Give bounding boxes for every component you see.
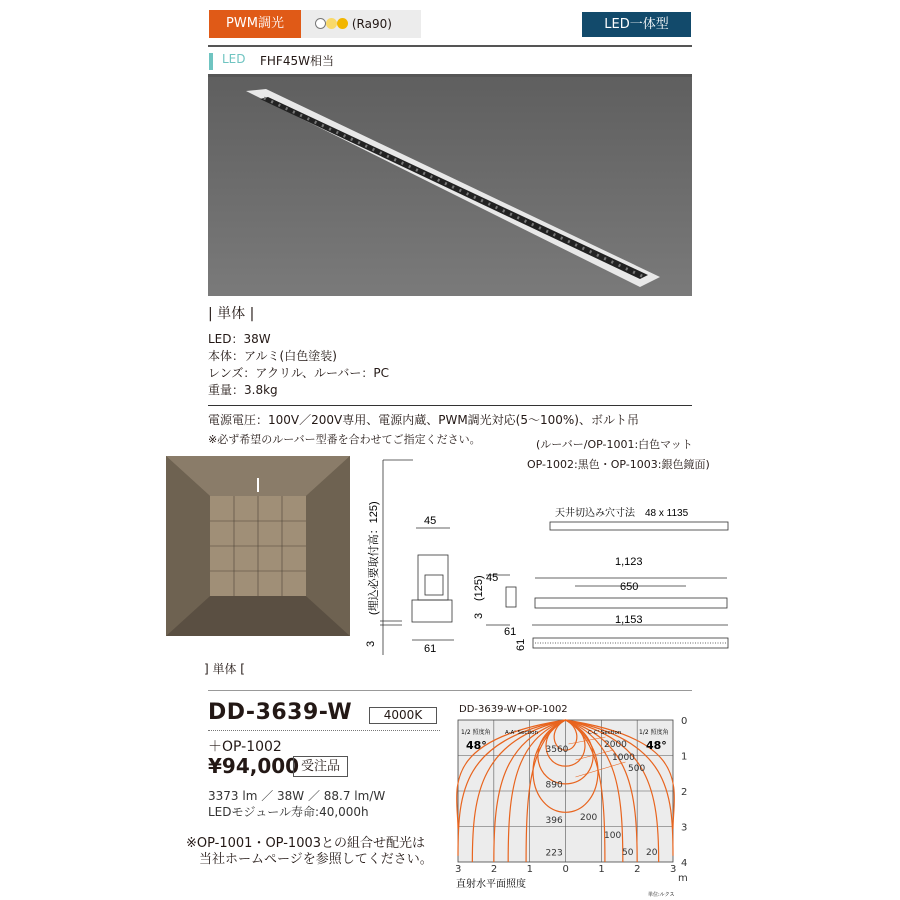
unit-tag: ] 単体 [	[204, 662, 245, 676]
accent-bar	[209, 53, 213, 70]
color-dot-icon	[337, 18, 348, 29]
illuminance-chart	[450, 712, 700, 900]
spec-line: LED：38W	[208, 332, 271, 346]
center-illuminance: 890	[545, 780, 563, 791]
room-render	[166, 456, 350, 636]
left-angle: 48°	[466, 739, 487, 752]
left-angle-label: 1/2 照度角	[461, 729, 491, 736]
dim-s61: 61	[504, 626, 517, 638]
dim-b61: 61	[515, 638, 527, 651]
louver-options: (ルーバー/OP-1001:白色マット	[536, 438, 693, 451]
cutout-size: 天井切込み穴寸法 48 x 1135	[555, 508, 689, 519]
spec-line: レンズ：アクリル、ルーバー：PC	[208, 366, 390, 380]
x-tick-label: 2	[490, 864, 498, 875]
fixture-image	[208, 77, 692, 296]
order-badge: 受注品	[293, 756, 348, 777]
dim-1123: 1,123	[615, 556, 643, 568]
x-tick-label: 1	[598, 864, 605, 875]
option-code: ＋OP-1002	[208, 739, 282, 755]
y-tick-label: 0	[681, 716, 688, 727]
dim-3: 3	[365, 640, 377, 647]
product-photo	[208, 77, 692, 296]
dimension-drawing	[350, 455, 740, 685]
right-section: C-C' Section	[588, 730, 622, 736]
chart-title: DD-3639-W+OP-1002	[459, 704, 568, 715]
divider	[208, 45, 692, 47]
y-tick-label: 4	[681, 858, 688, 869]
color-dot-icon	[326, 18, 337, 29]
y-tick-label: 1	[681, 751, 688, 763]
contour-label: 50	[622, 848, 634, 858]
spec-line: 重量：3.8kg	[208, 383, 278, 397]
dim-s45: 45	[486, 572, 499, 584]
right-angle-label: 1/2 照度角	[639, 729, 669, 736]
contour-label: 20	[646, 848, 658, 858]
louver-options: OP-1002:黒色・OP-1003:銀色鏡面)	[527, 458, 710, 471]
price: ¥94,000	[208, 754, 300, 778]
pwm-dimming-badge: PWM調光	[209, 10, 301, 38]
dim-650: 650	[620, 581, 639, 593]
dim-s3: 3	[473, 612, 485, 619]
color-dot-icon	[315, 18, 326, 29]
center-illuminance: 223	[545, 848, 563, 859]
cct-badge: 4000K	[369, 707, 437, 724]
contour-label: 1000	[612, 753, 635, 763]
dotted-divider	[208, 730, 440, 731]
led-integrated-badge: LED一体型	[582, 12, 691, 37]
led-life: LEDモジュール寿命:40,000h	[208, 805, 369, 819]
dim-1153: 1,153	[615, 614, 643, 626]
dim-125: (125)	[473, 575, 485, 601]
x-tick-label: 3	[670, 864, 677, 875]
led-label: LED	[222, 52, 246, 66]
y-tick-label: 3	[681, 822, 688, 834]
center-illuminance: 396	[545, 815, 563, 826]
y-tick-label: 2	[681, 787, 688, 798]
spec-title: | 単体 |	[208, 306, 255, 322]
right-angle: 48°	[646, 739, 667, 752]
power-spec: 電源電圧：100V／200V専用、電源内蔵、PWM調光対応(5〜100%)、ボルト吊	[208, 413, 639, 427]
x-unit: m	[678, 873, 688, 884]
contour-label: 100	[604, 831, 622, 841]
divider	[208, 405, 692, 406]
x-tick-label: 0	[562, 864, 569, 875]
contour-label: 200	[580, 813, 598, 823]
spec-line: 本体：アルミ(白色塗装)	[208, 349, 337, 363]
unit-label: 単位:ルクス	[648, 892, 675, 898]
x-tick-label: 1	[526, 864, 534, 875]
mount-height-note: (埋込必要取付高：125)	[368, 501, 380, 615]
center-illuminance: 3560	[545, 744, 569, 755]
dim-45: 45	[424, 515, 437, 527]
model-number: DD-3639-W	[208, 700, 353, 725]
equivalent-label: FHF45W相当	[260, 54, 334, 68]
x-tick-label: 3	[455, 864, 462, 875]
left-section: A-A' Section	[505, 730, 538, 736]
performance: 3373 lm ／ 38W ／ 88.7 lm/W	[208, 789, 386, 803]
contour-label: 500	[628, 764, 646, 774]
dim-61: 61	[424, 643, 437, 655]
divider	[208, 690, 692, 691]
ra-label: (Ra90)	[351, 17, 392, 31]
x-tick-label: 2	[634, 864, 641, 875]
color-options-badge	[301, 10, 421, 38]
x-axis-label: 直射水平面照度	[456, 879, 526, 890]
louver-notice: ※必ず希望のルーバー型番を合わせてご指定ください。	[208, 433, 481, 446]
footnote: 当社ホームページを参照してください。	[199, 852, 433, 867]
contour-label: 2000	[604, 740, 627, 750]
footnote: ※OP-1001・OP-1003との組合せ配光は	[186, 836, 426, 851]
